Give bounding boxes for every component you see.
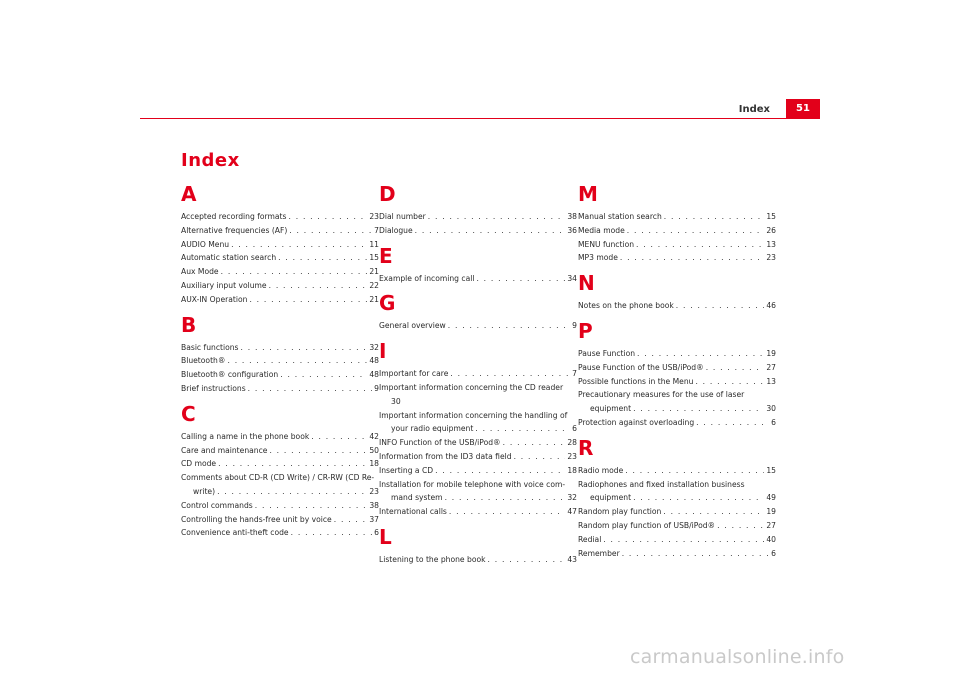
leader-dots	[514, 450, 566, 464]
entry-page: 48	[369, 370, 379, 380]
section-letter: D	[379, 182, 396, 206]
entry-text: Listening to the phone book	[379, 554, 486, 564]
entry-page: 6	[572, 424, 577, 434]
entry-text: International calls	[379, 507, 447, 517]
index-section	[379, 523, 577, 567]
index-entry	[181, 293, 379, 307]
entry-text: Inserting a CD	[379, 465, 434, 475]
entry-text: Control commands	[181, 500, 253, 510]
entry-text: Automatic station search	[181, 253, 277, 263]
entry-page: 30	[766, 404, 776, 414]
entry-text: General overview	[379, 321, 446, 331]
entry-page: 23	[766, 253, 776, 263]
index-entry	[578, 210, 776, 224]
entry-page: 27	[766, 362, 776, 372]
leader-dots	[249, 293, 367, 307]
entry-page: 50	[369, 445, 379, 455]
index-entry	[578, 375, 776, 389]
entry-page: 48	[369, 356, 379, 366]
leader-dots	[633, 402, 764, 416]
index-column-1	[181, 176, 379, 540]
index-entry	[578, 299, 776, 313]
entry-page: 15	[766, 465, 776, 475]
index-entry	[181, 513, 379, 527]
entry-page: 42	[369, 431, 379, 441]
entry-page: 38	[567, 212, 577, 221]
section-letter: E	[379, 243, 393, 268]
entry-text: Brief instructions	[181, 383, 246, 393]
index-entry	[379, 272, 577, 286]
entry-page: 6	[771, 548, 776, 558]
entry-page: 7	[374, 225, 379, 235]
entry-page: 23	[369, 486, 379, 496]
entry-page: 9	[374, 383, 379, 393]
leader-dots	[706, 361, 765, 375]
index-entry	[379, 436, 577, 450]
entry-text: Important for care	[379, 369, 449, 379]
index-entry	[578, 533, 776, 547]
entry-text: Notes on the phone book	[578, 301, 674, 311]
leader-dots	[255, 499, 368, 513]
leader-dots	[269, 279, 368, 293]
entry-text: Aux Mode	[181, 267, 219, 277]
index-entry	[379, 464, 577, 478]
index-entry	[379, 367, 577, 381]
index-column-2	[379, 176, 577, 567]
running-header-title: Index	[738, 104, 770, 115]
leader-dots	[627, 224, 765, 238]
leader-dots	[663, 505, 764, 519]
leader-dots	[291, 526, 373, 540]
entry-page: 15	[766, 212, 776, 221]
index-section	[181, 400, 379, 540]
index-section	[379, 180, 577, 238]
entry-page: 49	[766, 493, 776, 503]
leader-dots	[334, 513, 368, 527]
entry-continuation	[379, 422, 577, 436]
entry-text: Radiophones and fixed installation business	[578, 479, 745, 489]
index-entry	[181, 265, 379, 279]
entry-text: Auxiliary input volume	[181, 280, 267, 290]
index-entry	[379, 224, 577, 238]
index-entry	[181, 210, 379, 224]
entry-page: 13	[766, 239, 776, 249]
index-entry	[181, 444, 379, 458]
entry-page: 21	[369, 294, 379, 304]
index-entry	[379, 210, 577, 224]
page-title: Index	[181, 150, 240, 171]
index-entry	[578, 224, 776, 238]
section-letter: R	[578, 435, 594, 460]
entry-continuation-text: equipment	[590, 404, 632, 414]
leader-dots	[603, 533, 764, 547]
index-entry	[578, 416, 776, 430]
entry-page: 23	[369, 212, 379, 221]
entry-continuation	[379, 395, 577, 409]
index-entry	[578, 505, 776, 519]
index-section	[379, 289, 577, 333]
section-letter: N	[578, 271, 595, 296]
entry-text: Comments about CD-R (CD Write) / CR-RW (CD Re-	[181, 473, 375, 483]
index-section	[578, 434, 776, 561]
entry-continuation-text: equipment	[590, 493, 632, 503]
index-entry	[181, 457, 379, 471]
entry-text: Dialogue	[379, 225, 413, 235]
watermark-text: carmanualsonline.info	[630, 646, 845, 668]
entry-page: 15	[369, 253, 379, 263]
section-letter: L	[379, 524, 392, 549]
leader-dots	[448, 319, 570, 333]
entry-text: Pause Function of the USB/iPod®	[578, 362, 704, 372]
entry-text: Installation for mobile telephone with voice com-	[379, 479, 566, 489]
entry-text: Important information concerning the CD reader	[379, 382, 564, 392]
index-entry	[181, 368, 379, 382]
entry-text: Alternative frequencies (AF)	[181, 225, 288, 235]
section-letter: C	[181, 401, 196, 426]
entry-page: 32	[369, 342, 379, 352]
leader-dots	[278, 251, 367, 265]
index-entry	[379, 409, 577, 437]
index-entry	[181, 279, 379, 293]
entry-page: 36	[567, 225, 577, 235]
entry-continuation-text: 30	[391, 396, 401, 406]
entry-text: Precautionary measures for the use of laser	[578, 390, 745, 400]
index-section	[379, 242, 577, 286]
entry-text: AUDIO Menu	[181, 239, 230, 249]
entry-page: 47	[567, 507, 577, 517]
entry-text: Radio mode	[578, 465, 624, 475]
leader-dots	[445, 491, 566, 505]
index-section	[578, 317, 776, 430]
index-entry	[578, 519, 776, 533]
entry-page: 19	[766, 348, 776, 358]
leader-dots	[450, 367, 570, 381]
leader-dots	[435, 464, 565, 478]
entry-text: Protection against overloading	[578, 417, 695, 427]
entry-text: Convenience anti-theft code	[181, 528, 289, 538]
entry-page: 13	[766, 376, 776, 386]
leader-dots	[280, 368, 367, 382]
index-entry	[578, 388, 776, 416]
index-entry	[578, 478, 776, 506]
entry-text: Pause Function	[578, 348, 636, 358]
entry-text: Dial number	[379, 212, 426, 221]
entry-page: 7	[572, 369, 577, 379]
leader-dots	[622, 547, 769, 561]
entry-text: Random play function of USB/iPod®	[578, 520, 716, 530]
entry-text: Bluetooth® configuration	[181, 370, 279, 380]
index-entry	[181, 224, 379, 238]
leader-dots	[231, 238, 367, 252]
leader-dots	[625, 464, 764, 478]
entry-text: Random play function	[578, 507, 662, 517]
entry-text: Manual station search	[578, 212, 662, 221]
entry-continuation	[578, 491, 776, 505]
entry-page: 11	[369, 239, 379, 249]
index-entry	[578, 347, 776, 361]
entry-page: 27	[766, 520, 776, 530]
entry-text: Redial	[578, 534, 602, 544]
index-entry	[578, 464, 776, 478]
index-entry	[578, 251, 776, 265]
entry-text: Care and maintenance	[181, 445, 268, 455]
entry-text: Remember	[578, 548, 620, 558]
index-section	[578, 269, 776, 313]
index-entry	[578, 547, 776, 561]
entry-continuation-text: your radio equipment	[391, 424, 474, 434]
leader-dots	[241, 341, 368, 355]
entry-text: Information from the ID3 data field	[379, 451, 512, 461]
entry-text: Media mode	[578, 225, 625, 235]
entry-text: MENU function	[578, 239, 635, 249]
entry-page: 37	[369, 514, 379, 524]
entry-continuation-text: write)	[193, 486, 216, 496]
index-entry	[181, 471, 379, 499]
entry-page: 21	[369, 267, 379, 277]
index-column-3	[578, 176, 776, 560]
entry-page: 28	[567, 438, 577, 448]
entry-text: Calling a name in the phone book	[181, 431, 310, 441]
leader-dots	[269, 444, 367, 458]
index-entry	[181, 499, 379, 513]
entry-page: 18	[567, 465, 577, 475]
index-entry	[181, 526, 379, 540]
leader-dots	[476, 272, 565, 286]
entry-continuation-text: mand system	[391, 493, 443, 503]
entry-page: 46	[766, 301, 776, 311]
index-entry	[379, 319, 577, 333]
entry-page: 6	[374, 528, 379, 538]
entry-text: Possible functions in the Menu	[578, 376, 694, 386]
entry-text: Accepted recording formats	[181, 212, 287, 221]
index-entry	[578, 238, 776, 252]
leader-dots	[637, 347, 764, 361]
section-letter: A	[181, 182, 197, 206]
index-entry	[379, 450, 577, 464]
leader-dots	[676, 299, 765, 313]
leader-dots	[696, 416, 769, 430]
index-section	[181, 311, 379, 396]
entry-page: 18	[369, 459, 379, 469]
leader-dots	[218, 457, 367, 471]
index-entry	[181, 341, 379, 355]
index-entry	[181, 238, 379, 252]
leader-dots	[475, 422, 570, 436]
index-entry	[379, 505, 577, 519]
leader-dots	[449, 505, 565, 519]
leader-dots	[227, 354, 367, 368]
index-section	[181, 180, 379, 307]
entry-page: 9	[572, 321, 577, 331]
leader-dots	[289, 210, 368, 224]
entry-continuation	[181, 485, 379, 499]
entry-page: 6	[771, 417, 776, 427]
entry-text: CD mode	[181, 459, 217, 469]
leader-dots	[636, 238, 764, 252]
leader-dots	[221, 265, 368, 279]
leader-dots	[695, 375, 764, 389]
entry-text: Basic functions	[181, 342, 239, 352]
index-entry	[181, 430, 379, 444]
leader-dots	[633, 491, 764, 505]
index-entry	[379, 478, 577, 506]
entry-page: 26	[766, 225, 776, 235]
leader-dots	[503, 436, 566, 450]
entry-continuation	[578, 402, 776, 416]
index-section	[379, 337, 577, 519]
entry-text: Important information concerning the handling of	[379, 410, 568, 420]
index-entry	[578, 361, 776, 375]
leader-dots	[717, 519, 764, 533]
entry-page: 19	[766, 507, 776, 517]
leader-dots	[248, 382, 372, 396]
entry-text: Controlling the hands-free unit by voice	[181, 514, 332, 524]
section-letter: M	[578, 182, 598, 206]
entry-continuation	[379, 491, 577, 505]
leader-dots	[289, 224, 372, 238]
entry-text: Bluetooth®	[181, 356, 226, 366]
header-rule	[140, 118, 820, 119]
entry-text: INFO Function of the USB/iPod®	[379, 438, 501, 448]
index-entry	[181, 382, 379, 396]
entry-text: Example of incoming call	[379, 273, 475, 283]
entry-page: 22	[369, 280, 379, 290]
leader-dots	[415, 224, 566, 238]
index-entry	[379, 553, 577, 567]
section-letter: B	[181, 312, 197, 337]
index-entry	[379, 381, 577, 409]
entry-page: 43	[567, 554, 577, 564]
leader-dots	[620, 251, 764, 265]
leader-dots	[428, 210, 566, 224]
entry-page: 23	[567, 451, 577, 461]
entry-page: 38	[369, 500, 379, 510]
entry-text: AUX-IN Operation	[181, 294, 248, 304]
index-entry	[181, 251, 379, 265]
leader-dots	[488, 553, 566, 567]
entry-page: 40	[766, 534, 776, 544]
index-section	[578, 180, 776, 265]
section-letter: P	[578, 318, 593, 343]
section-letter: G	[379, 291, 396, 316]
page-number-tab: 51	[786, 99, 820, 119]
index-entry	[181, 354, 379, 368]
entry-page: 32	[567, 493, 577, 503]
leader-dots	[664, 210, 765, 224]
leader-dots	[311, 430, 367, 444]
entry-text: MP3 mode	[578, 253, 618, 263]
leader-dots	[217, 485, 367, 499]
entry-page: 34	[567, 273, 577, 283]
section-letter: I	[379, 339, 387, 364]
